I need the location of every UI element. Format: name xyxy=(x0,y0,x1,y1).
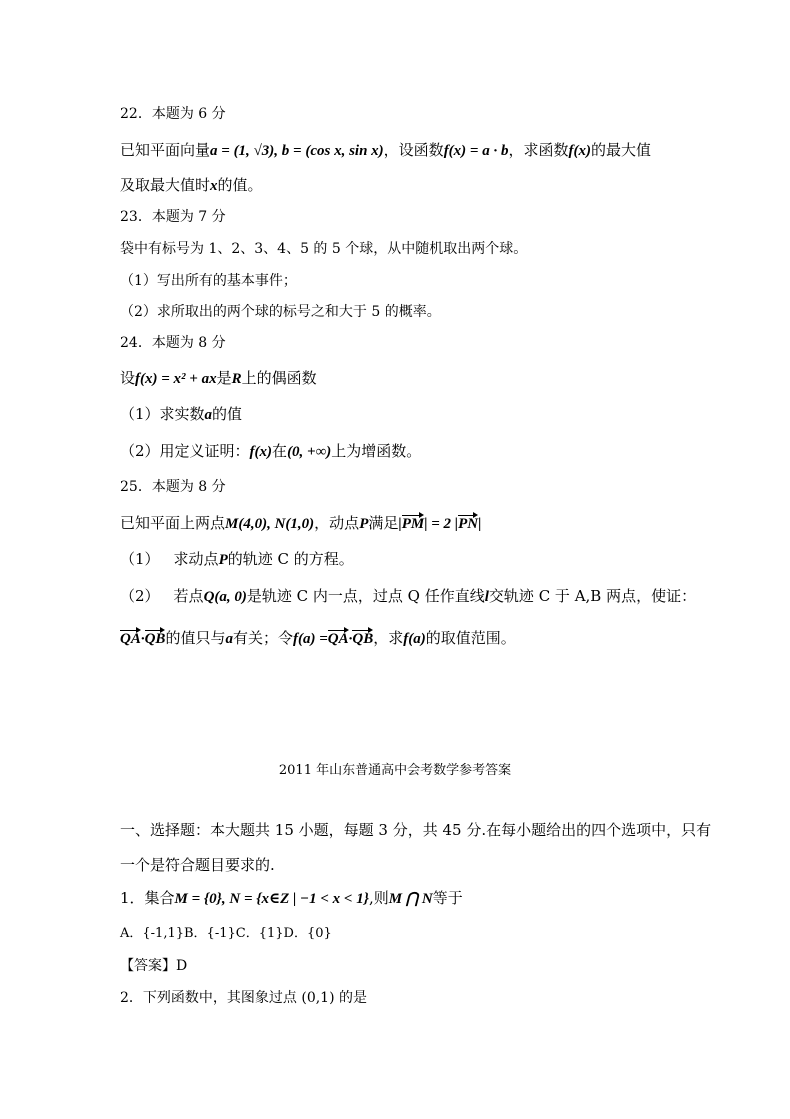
q25-line3-text2: 有关；令 xyxy=(232,629,293,647)
q24-part2 xyxy=(120,441,421,462)
answers-q1 xyxy=(120,888,463,909)
q24-part2-text2: 在 xyxy=(272,442,288,460)
q22-header: 22．本题为 6 分 xyxy=(120,106,226,122)
q25-part1-number: （1） xyxy=(120,550,160,568)
answers-q2: 2．下列函数中，其图象过点 (0,1) 的是 xyxy=(120,990,367,1006)
q23-header: 23．本题为 7 分 xyxy=(120,209,226,225)
q25-abs-close: | xyxy=(478,516,482,532)
q25-vector-qa: QA xyxy=(120,631,141,647)
answers-section1-line2: 一个是符合题目要求的. xyxy=(120,856,275,874)
q23-part2: （2）求所取出的两个球的标号之和大于 5 的概率。 xyxy=(120,304,441,320)
q24-text2: 是 xyxy=(216,369,232,387)
q25-vector-pn: PN xyxy=(458,516,479,532)
q23-statement: 袋中有标号为 1、2、3、4、5 的 5 个球，从中随机取出两个球。 xyxy=(120,241,528,257)
q25-vector-qb-2: QB xyxy=(352,631,374,647)
answers-q1-options: A．{-1,1}B．{-1}C．{1}D．{0} xyxy=(120,926,332,941)
answers-section1-line1: 一、选择题：本大题共 15 小题，每题 3 分，共 45 分.在每小题给出的四个选项中，只有 xyxy=(120,821,712,839)
answers-q1-answer: 【答案】D xyxy=(120,958,188,974)
answers-title: 2011 年山东普通高中会考数学参考答案 xyxy=(278,763,512,778)
q25-points: M(4,0), N(1,0) xyxy=(225,516,315,532)
q25-text3: 满足 xyxy=(368,514,399,532)
q23-part1: （1）写出所有的基本事件； xyxy=(120,273,297,289)
q22-fx: f(x) xyxy=(568,143,591,159)
q24-header: 24．本题为 8 分 xyxy=(120,335,226,351)
q24-part1-end: 的值 xyxy=(212,405,243,423)
q22-function: f(x) = a · b xyxy=(443,143,509,159)
q25-vector-qb: QB xyxy=(144,631,166,647)
q22-line2-end: 的值。 xyxy=(217,176,263,194)
q24-text1: 设 xyxy=(120,369,136,387)
q25-statement xyxy=(120,513,481,534)
q25-header: 25．本题为 8 分 xyxy=(120,479,226,495)
q25-part2-text2: 是轨迹 C 内一点，过点 Q 任作直线 xyxy=(246,587,485,605)
q25-line3-end: 的取值范围。 xyxy=(425,629,516,647)
q25-text1: 已知平面上两点 xyxy=(120,514,226,532)
answers-q1-end: 等于 xyxy=(432,889,463,907)
q22-text1: 已知平面向量 xyxy=(120,141,211,159)
answers-q1-sets: M = {0}, N = {x∈Z | −1 < x < 1} xyxy=(174,891,369,907)
q25-part2-number: （2） xyxy=(120,587,160,605)
q25-dot-2: · xyxy=(348,631,353,647)
q25-abs-open: | xyxy=(398,516,402,532)
q24-part2-end: 上为增函数。 xyxy=(331,442,422,460)
q25-part2 xyxy=(120,586,696,607)
q25-part2-end: 交轨迹 C 于 A,B 两点，使证： xyxy=(488,587,697,605)
q25-line-l: l xyxy=(484,589,489,605)
q22-vectors: a = (1, √3), b = (cos x, sin x) xyxy=(210,143,384,159)
q24-part2-interval: (0, +∞) xyxy=(287,444,332,460)
q25-line3-fa-def: f(a) = xyxy=(292,631,328,647)
q24-part1-a: a xyxy=(204,407,213,423)
q25-line3-text3: ，求 xyxy=(373,629,404,647)
q25-line3-a: a xyxy=(225,631,233,647)
q25-point-p: P xyxy=(359,516,369,532)
q24-part2-text: （2）用定义证明： xyxy=(120,442,250,460)
q24-statement xyxy=(120,368,317,389)
q25-line3-fa: f(a) xyxy=(403,631,426,647)
q22-line2-text: 及取最大值时 xyxy=(120,176,211,194)
q25-part1 xyxy=(120,549,354,570)
q25-part2-line3 xyxy=(120,628,516,649)
q24-part1 xyxy=(120,404,242,425)
q22-line2-x: x xyxy=(210,178,218,194)
q24-part2-fx: f(x) xyxy=(249,444,273,460)
answers-q1-intersection: M ⋂ N xyxy=(388,891,433,907)
q22-text4: 的最大值 xyxy=(591,141,652,159)
q25-line3-text: 的值只与 xyxy=(165,629,226,647)
q25-part1-end: 的轨迹 C 的方程。 xyxy=(227,550,354,568)
q25-dot: · xyxy=(140,631,145,647)
q24-part1-text: （1）求实数 xyxy=(120,405,205,423)
q25-vector-pm: PM xyxy=(401,516,425,532)
q25-vector-qa-2: QA xyxy=(327,631,349,647)
q25-equation: | = 2 | xyxy=(424,516,459,532)
q25-part1-p: P xyxy=(218,552,228,568)
q24-function: f(x) = x² + ax xyxy=(135,371,217,387)
q25-part2-text: 若点 xyxy=(173,587,204,605)
q25-part1-text: 求动点 xyxy=(173,550,219,568)
answers-q1-text: 1．集合 xyxy=(120,889,175,907)
q25-text2: ，动点 xyxy=(314,514,360,532)
q24-text3: 上的偶函数 xyxy=(241,369,317,387)
answers-q1-text2: ,则 xyxy=(368,889,389,907)
q25-point-q: Q(a, 0) xyxy=(203,589,247,605)
q22-statement-line2 xyxy=(120,175,263,196)
q22-text2: ，设函数 xyxy=(383,141,444,159)
q22-text3: ，求函数 xyxy=(508,141,569,159)
q22-statement xyxy=(120,140,651,161)
q24-domain: R xyxy=(231,371,242,387)
